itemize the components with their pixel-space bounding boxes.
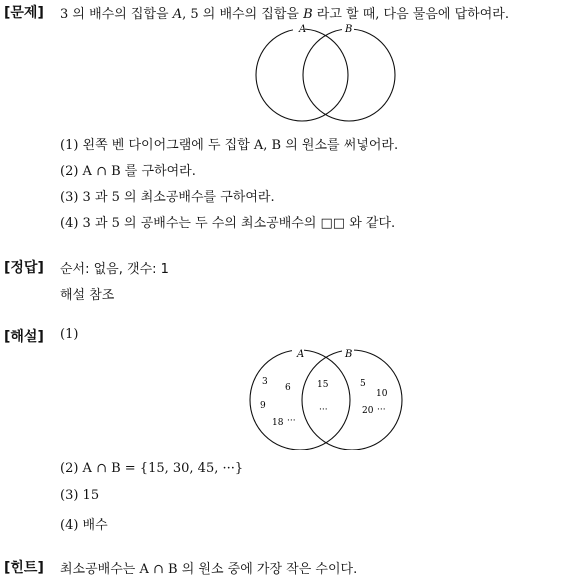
answer-line-2: 해설 참조 [60,288,115,303]
hint-tag: [힌트] [4,560,44,576]
venn-element-b-1: 5 [360,379,366,389]
problem-text-1: 3 의 배수의 집합을 [60,7,173,22]
hint-text: 최소공배수는 A ∩ B 의 원소 중에 가장 작은 수이다. [60,562,358,577]
venn-element-a-2: 6 [285,383,291,393]
question-3: (3) 3 과 5 의 최소공배수를 구하여라. [60,190,275,205]
venn-element-a-5: ··· [287,416,296,426]
answer-line-1: 순서: 없음, 갯수: 1 [60,262,169,277]
venn-element-b-2: 10 [376,389,388,399]
explanation-part-1: (1) [60,327,79,342]
question-2: (2) A ∩ B 를 구하여라. [60,164,196,179]
venn-element-both-2: ··· [319,405,328,415]
explanation-tag: [해설] [4,329,44,345]
venn-element-a-1: 3 [262,377,268,387]
filled-venn-label-b: B [345,349,353,360]
question-1: (1) 왼쪽 벤 다이어그램에 두 집합 A, B 의 원소를 써넣어라. [60,138,399,153]
empty-venn-diagram [250,20,400,122]
venn-element-a-4: 18 [272,418,284,428]
venn-circle-b [303,29,395,121]
venn-element-a-3: 9 [260,401,266,411]
problem-text-2: , 5 의 배수의 집합을 [182,7,304,22]
filled-venn-label-a: A [297,349,305,360]
answer-tag: [정답] [4,260,44,276]
problem-tag: [문제] [4,5,44,21]
venn-label-b: B [345,24,353,35]
question-4: (4) 3 과 5 의 공배수는 두 수의 최소공배수의 □□ 와 같다. [60,216,396,231]
filled-venn-circle-b [302,350,402,450]
venn-label-a: A [299,24,307,35]
venn-element-both-1: 15 [317,380,329,390]
venn-element-b-4: ··· [377,405,386,415]
set-b-symbol: B [303,7,313,22]
explanation-part-3: (3) 15 [60,488,100,503]
filled-venn-diagram [244,346,408,450]
problem-text-3: 라고 할 때, 다음 물음에 답하여라. [312,7,509,22]
venn-circle-a [256,29,348,121]
explanation-part-2: (2) A ∩ B = {15, 30, 45, ···} [60,461,244,476]
explanation-part-4: (4) 배수 [60,518,108,533]
venn-element-b-3: 20 [362,406,374,416]
filled-venn-circle-a [250,349,353,450]
set-a-symbol: A [172,7,183,22]
